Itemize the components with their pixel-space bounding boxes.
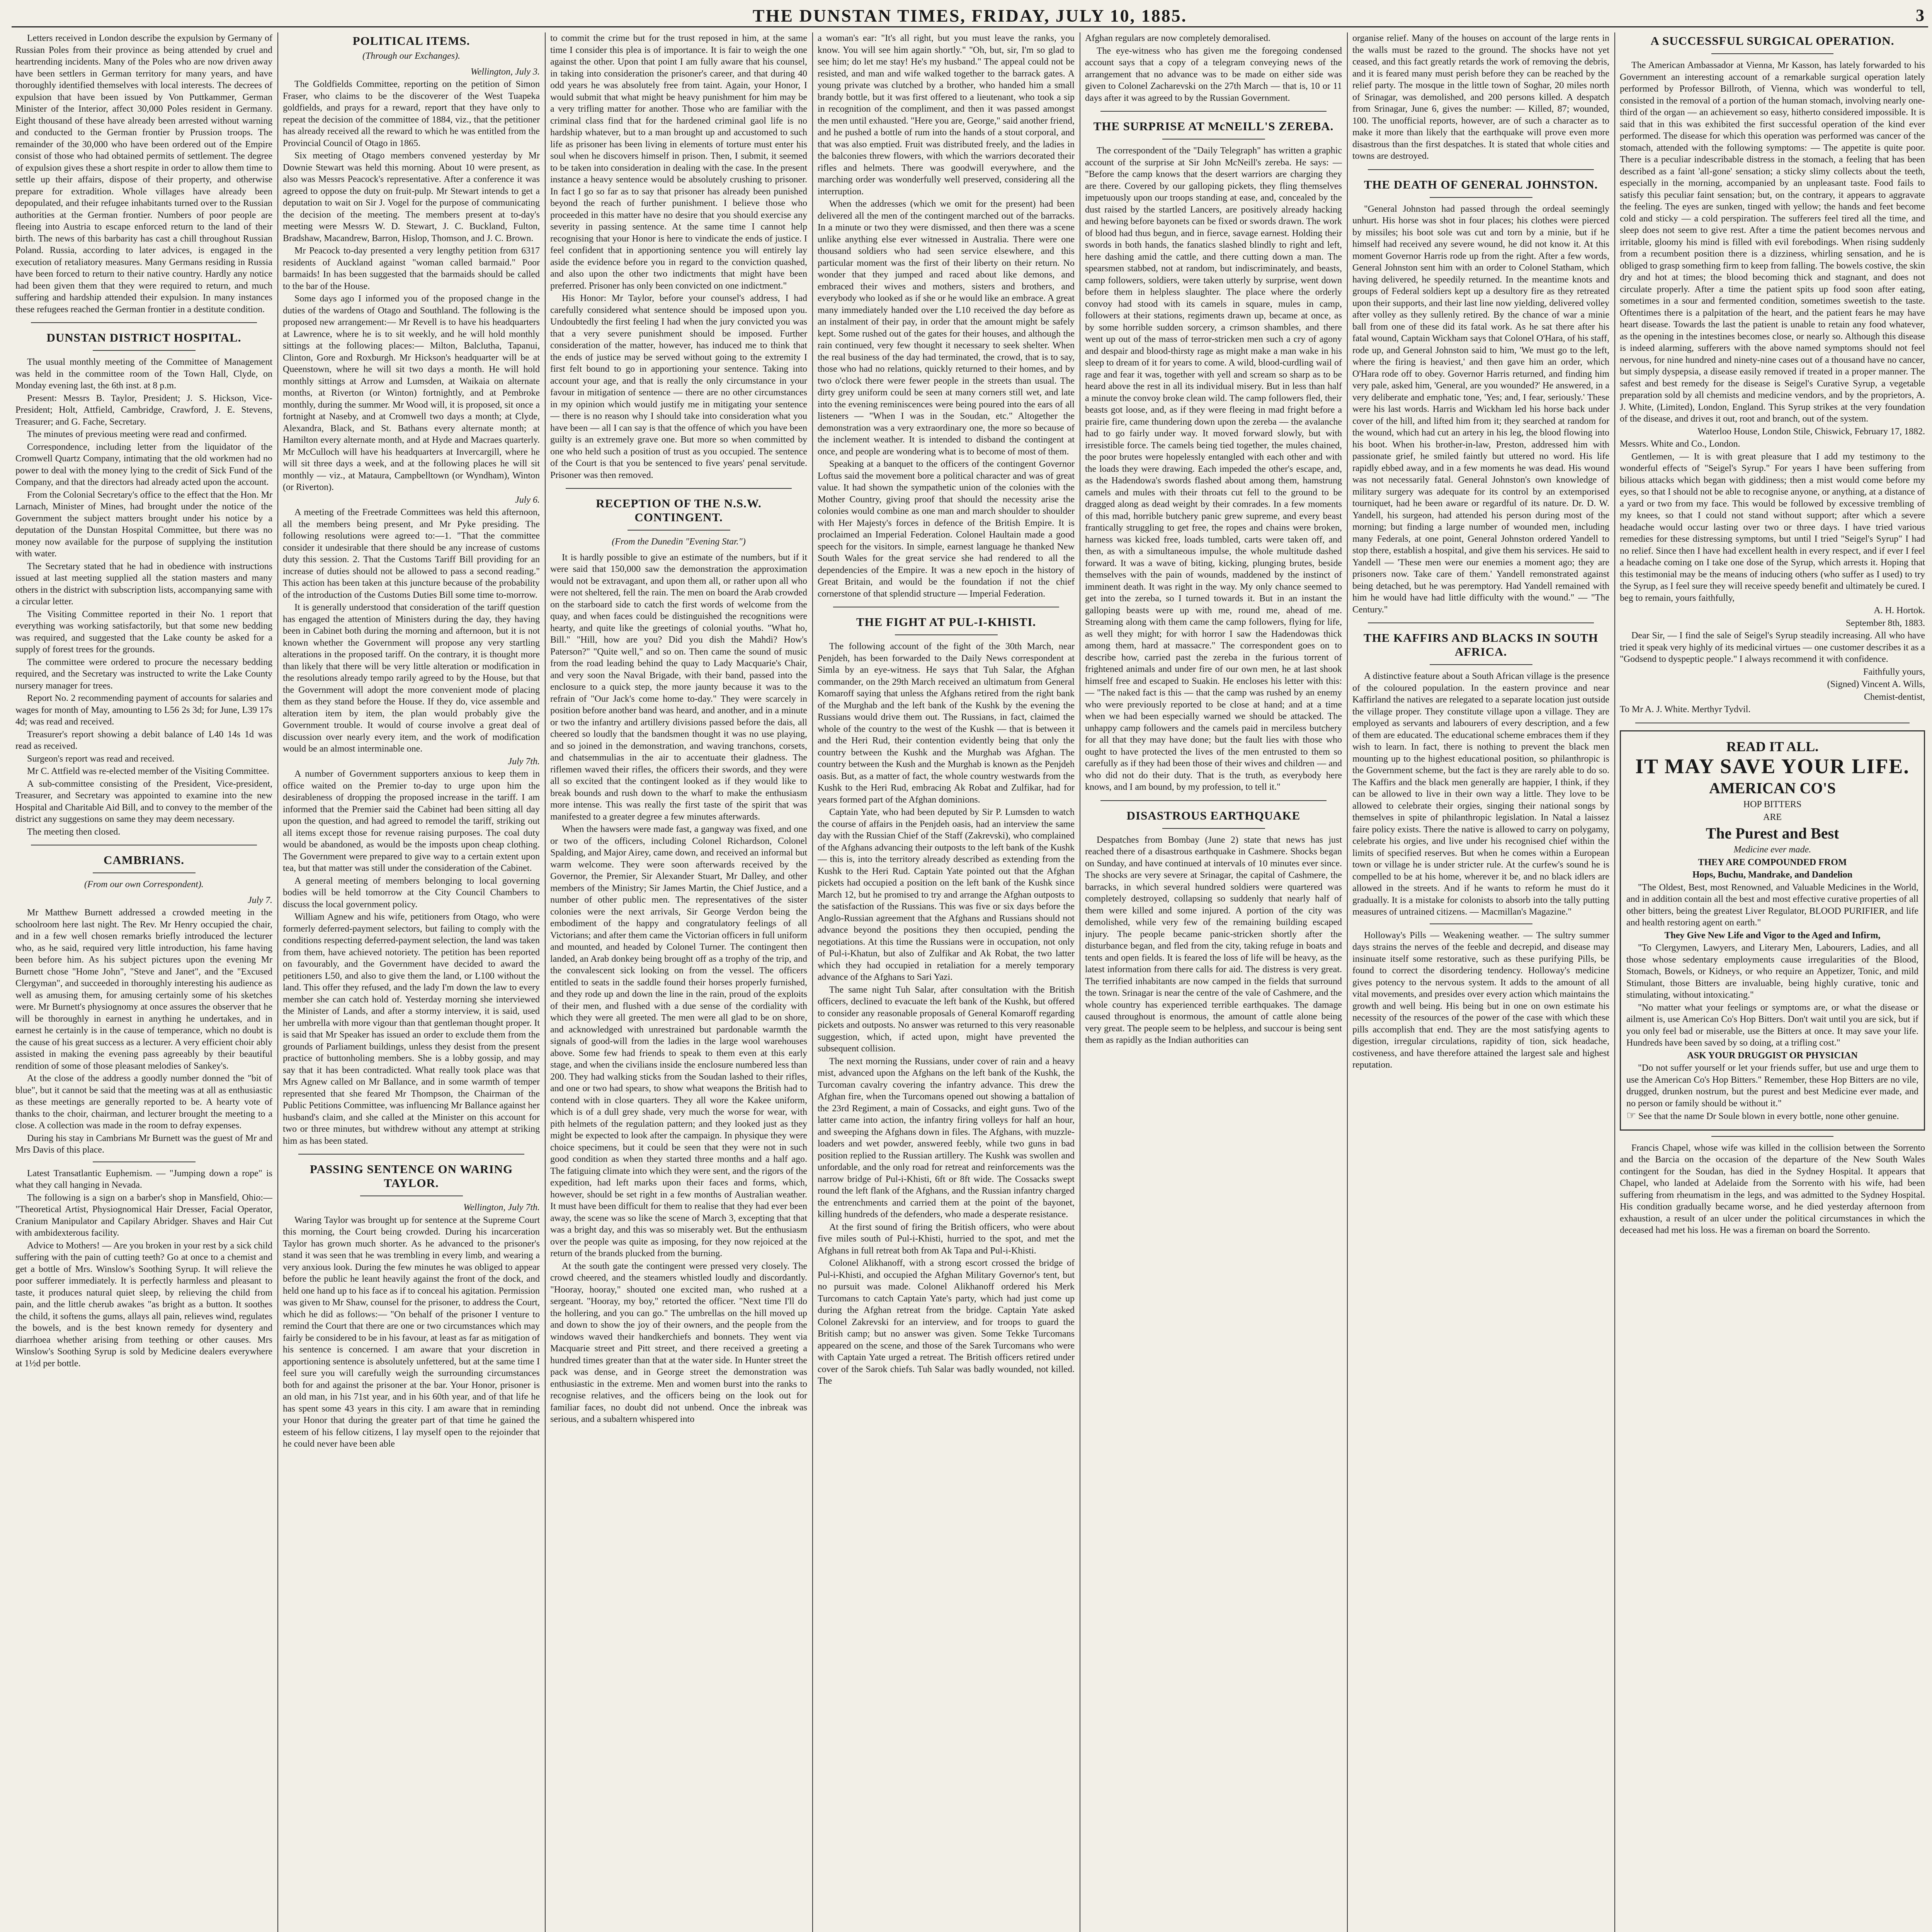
byline: (Through our Exchanges). — [362, 51, 461, 61]
byline: (From the Dunedin "Evening Star.") — [612, 537, 746, 547]
divider — [1368, 622, 1594, 623]
article-text: Report No. 2 recommending payment of accounts for salaries and wages for month of May, amounting to L56 2s 3d; for June, L39 17s 4d; was read and received. — [15, 693, 272, 727]
article-text: Mr C. Attfield was re-elected member of the Visiting Committee. — [27, 766, 269, 776]
masthead-title: THE DUNSTAN TIMES, FRIDAY, JULY 10, 1885. — [752, 6, 1187, 26]
column-3 — [550, 32, 807, 1932]
article-text: It is hardly possible to give an estimate of the numbers, but if it were said that 150,000 saw the demonstration the approximation would not be extravagant, and upon them all, or rather upon all who were not sheltered, fell the rain. The men on board the Arab crowded on the starboard side to catch the first words of welcome from the quay, and when faces could be distinguished the recognitions were hearty, and quite like the greetings of colonial youths. "What ho, Bill." "Hill, how are you? Did you dish the Mahdi? How's Paterson?" "Quite well," and so on. Then came the sound of music from the road leading behind the quay to Lady Macquarie's Chair, and very soon the Naval Brigade, with their band, passed into the enclosure to a quick step, the more jaunty because it was to the refrain of "Our Jack's come home to-day." They were scarcely in position before another band was heard, and another, and in a minute or two the infantry and artillery divisions passed before the dais, all cheered so loudly that the bandsmen thought it was no use playing, and so joined in the demonstration, and waving tranchons, corsets, and chatsemmulias in the air to accentuate their gladness. The riflemen waved their rifles, the officers their swords, and they were all so excited that the contingent looked as if they would like to break bounds and rush down to the wharf to make the enthusiasm more intense. This was really the first taste of the spirit that was manifested to a greater degree a few minutes afterwards. — [550, 552, 807, 822]
ad-text: "Do not suffer yourself or let your friends suffer, but use and urge them to use the American Co's Hop Bitters." Remember, these Hop Bitters are no vile, drugged, drunken nostrum, but the purest and best Medicine ever made, and no person or family should be without it." — [1626, 1063, 1918, 1109]
letter-text: Dear Sir, — I find the sale of Seigel's Syrup steadily increasing. All who have tried it speak very highly of its medicinal virtues — one customer describes it as a "Godsend to dyspeptic people." I always recommend it with confidence. — [1620, 631, 1925, 664]
article-text: Treasurer's report showing a debit balance of L40 14s 1d was read as received. — [15, 729, 272, 751]
ad-ask-druggist: ASK YOUR DRUGGIST OR PHYSICIAN — [1687, 1050, 1858, 1061]
article-text: The eye-witness who has given me the foregoing condensed account says that a copy of a telegram conveying news of the arrangement that no advance was to be made on either side was given to Colonel Zacharevski on the 27th March — that is, 10 or 11 days after it was agreed to by the Russian Government. — [1085, 46, 1342, 103]
pointing-hand-icon: ☞ — [1626, 1110, 1636, 1122]
ad-seal-text: See that the name Dr Soule blown in every bottle, none other genuine. — [1638, 1111, 1899, 1121]
divider — [93, 872, 196, 873]
article-text: The meeting then closed. — [27, 827, 121, 837]
headline: THE KAFFIRS AND BLACKS IN SOUTH AFRICA. — [1363, 631, 1599, 658]
article-text: Correspondence, including letter from the liquidator of the Cromwell Quartz Company, intimating that the old workmen had no power to deal with the money lying to the credit of Sick Fund of the Company, and that the directors had already acted upon the account. — [15, 442, 272, 487]
divider — [1100, 800, 1327, 801]
article-text: A general meeting of members belonging to local governing bodies will be held tomorrow at the City Council Chambers to discuss the local government policy. — [283, 876, 540, 910]
article-text: Mr Matthew Burnett addressed a crowded meeting in the schoolroom here last night. The Rev. Mr Henry occupied the chair, and in a few well chosen remarks briefly introduced the lecturer who, as he said, required very little introduction, his fame having been before him. As his subject pictures upon the evening Mr Burnett chose "Home John", "Steve and Janet", and the "Excused Clergyman", and succeeded in thoroughly interesting his audience as well as amusing them, for amusing certainly some of his sketches were. Mr Burnett's physiognomy at once assures the observer that he will be thoroughly in earnest in anything he undertakes, and in earnest he certainly is in the cause of temperance, which no doubt is the cause of his great success as a lecturer. A very efficient choir ably assisted in making the evening pass agreeably by their beautiful rendition of some of those pleasant melodies of Sankey's. — [15, 908, 272, 1071]
dateline: July 6. — [515, 495, 540, 505]
article-text: Captain Yate, who had been deputed by Sir P. Lumsden to watch the course of affairs in the Penjdeh oasis, had an interview the same day with the Russian Chief of the Staff (Zakrevski), who complained of the Afghans advancing their outposts to the left bank of the Kushk — this is, into the territory already described as extending from the Kushk to the Heri Rud. Captain Yate pointed out that the Afghan pickets had occupied a position on the left bank of the Kushk since March 12, but he promised to try and arrange the Afghan outposts to the satisfaction of the Russians. This was five or six days before the Anglo-Russian agreement that the Afghans and Russians should not advance beyond the positions they then occupied, pending the negotiations. At this time the Russians were in occupation, not only of Pul-i-Khatun, but also of Zulfikar and Ak Robat, the two latter which they had occupied in retaliation for a merely temporary advance of the Afghans to Sari Yazi. — [818, 807, 1075, 982]
ad-text: "The Oldest, Best, most Renowned, and Valuable Medicines in the World, and in addition contain all the best and most effective curative properties of all other bitters, being the greatest Liver Regulator, BLOOD PURIFIER, and life and health restoring agent on earth." — [1626, 882, 1918, 928]
divider — [1162, 828, 1265, 829]
column-5 — [1085, 32, 1342, 1932]
ad-text: "To Clergymen, Lawyers, and Literary Men, Labourers, Ladies, and all those whose sedentary employments cause irregularities of the Blood, Stomach, Bowels, or Kidneys, or who require an Appetizer, Tonic, and mild Stimulant, those Bitters are invaluable, being highly curative, tonic and stimulating, without intoxicating." — [1626, 943, 1918, 1000]
ad-product: HOP BITTERS — [1743, 799, 1802, 810]
column-rule — [277, 32, 278, 1932]
masthead — [12, 3, 1928, 27]
article-text: The Secretary stated that he had in obedience with instructions issued at last meeting supplied all the station masters and many others in the district with subscription lists, accompanying same with a circular letter. — [15, 561, 272, 607]
article-text: The correspondent of the "Daily Telegraph" has written a graphic account of the surprise at Sir John McNeill's zereba. He says: — "Before the camp knows that the desert warriors are charging they are there. Covered by our galloping pickets, they fling themselves impetuously upon our troops standing at ease, and, concealed by the dust raised by the startled Lancers, are positively already hacking and hewing before bayonets can be fixed or swords drawn. The work of blood had thus begun, and in fierce, savage earnest. Holding their swords in both hands, the fanatics slashed blindly to right and left, here dashing amid the cattle, and there cutting down a man. The spearsmen stabbed, not at random, but indiscriminately, and beasts, camp followers, soldiers, were taken utterly by surprise, went down before them in helpless slaughter. The place where the orderly convoy had stood with its camels in square, mules in camp, followers at their stations, regiments drawn up, became at once, as by some horrible sudden sorcery, a crimson shambles, and there went up out of the mass of terror-stricken men such a cry of agony and despair and blood-thirsty rage as might make a man wake in his sleep to dream of it for years to come. A wild, blood-curdling wail of rage and fear it was, together with yell and scream so sharp as to be heard above the rest in all its individual misery. But in less than half a minute the convoy broke clean wild. The camp followers fled, their beasts got loose, and, as if they were fleeing in mad fright before a prairie fire, came thundering down upon the zereba — the avalanche had to go fairly under way. It moved forward slowly, but with irresistible force. The camels being tied together, the mules chained, the poor brutes were hopelessly entangled with each other and with the loads they were drawing. Each impeded the other's escape, and, as the Hadendowa's swords flashed about among them, hamstrung camels and mules with their throats cut fell to the ground to be dragged along as dead weight by their comrades. In a few moments of this mad, horrible butchery panic grew supreme, and every beast frantically struggling to get free, the ropes and chains were broken, harness was kicked free, loads tumbled, carts were taken off, and then, as with a simultaneous impulse, the whole multitude dashed forward. It was a wave of biting, kicking, plunging brutes, beside themselves with the pain of wounds, maddened by the instinct of imminent death. It was right in the way. My only chance seemed to get into the zereba, so I turned towards it. But in an instant the galloping beasts were up with me, round me, ahead of me. Streaming along with them came the camp followers, flying for life, as well they might; for with horror I saw the Hadendowas thick among them, hard at massacre." The correspondent goes on to describe how, carried past the zereba in the furious torrent of frightened animals and under fire of our own men, he at last shook himself free and escaped to Suakin. He encloses his letter with this: — "The naked fact is this — that the camp was rushed by an enemy who were previously reported to be close at hand; and at a time when we had been especially warned we should be attacked. The unhappy camp followers and the camels paid in merciless butchery for all that they may have done; but the fault lies with those who ought to have protected the lives of the men entrusted to them so carefully as if they had been those of their wives and children — and who did not do their duty. That is the truth, as everybody here knows, and I am bound, by my profession, to tell it." — [1085, 146, 1342, 792]
ad-made: Medicine ever made. — [1733, 845, 1811, 855]
column-6 — [1352, 32, 1609, 1932]
headline: DISASTROUS EARTHQUAKE — [1126, 808, 1301, 822]
page-number: 3 — [1916, 6, 1924, 25]
article-text: Some days ago I informed you of the proposed change in the duties of the wardens of Otago and Southland. The following is the proposed new arrangement:— Mr Revell is to have his headquarters at Lawrence, where he is to sit weekly, and he will hold monthly sittings at the following places:— Milton, Balclutha, Tapanui, Clinton, Gore and Roxburgh. Mr Hickson's headquarter will be at Queenstown, where he will sit two days a month. He will hold monthly sittings at Arrow and Lumsden, at Waikaia on alternate months, at Riverton (or Winton) fortnightly, and at Pembroke monthly, during the summer. Mr Wood will, it is proposed, sit once a fortnight at Naseby, and at Cromwell two days a month; at Clyde, Alexandra, Black, and St. Bathans every alternate month; at Hamilton every alternate month, and at Hyde and Macraes quarterly. Mr McCulloch will have his headquarters at Invercargill, where he will sit three days a week, and at the following places he will sit monthly — viz., at Mataura, Campbelltown (or Wyndham), Winton (or Riverton). — [283, 294, 540, 492]
headline: THE FIGHT AT PUL-I-KHISTI. — [856, 615, 1036, 629]
headline: CAMBRIANS. — [104, 853, 184, 867]
article-text: Speaking at a banquet to the officers of the contingent Governor Loftus said the movement bore a political character and was of great value. It had shown the sympathetic union of the colonies with the Mother Country, giving proof that should the necessity arise the colonies would combine as one man and march shoulder to shoulder with Her Majesty's forces in defence of the British Empire. It is proclaimed an Imperial Federation. Colonel Haultain made a good speech for the visitors. In simple, earnest language he thanked New South Wales for the great service she had rendered to all the dependencies of the Empire. It was a new epoch in the history of Great Britain, and would be the foundation if not the chief cornerstone of that splendid structure — Imperial Federation. — [818, 459, 1075, 599]
advertisement-text: The American Ambassador at Vienna, Mr Kasson, has lately forwarded to his Government an interesting account of a remarkable surgical operation lately performed by Professor Billroth, of Vienna, which was wonderful to tell, consisted in the removal of a portion of the human stomach, involving nearly one-third of the organ — an achievement so easy, hitherto considered impossible. It is said that in this was exhibited the first successful operation of the kind ever performed. The disease for which this operation was performed was cancer of the stomach, attended with the following symptoms: — The appetite is quite poor. There is a peculiar indescribable distress in the stomach, a feeling that has been described as a faint 'all-gone' sensation; a sticky slimy collects about the teeth, especially in the morning, accompanied by an unpleasant taste. Food fails to satisfy this peculiar faint sensation; but, on the contrary, it appears to aggravate the feeling. The eyes are sunken, tinged with yellow; the hands and feet become cold and sticky — a cold perspiration. The sufferers feel tired all the time, and sleep does not seem to give rest. After a time the patient becomes nervous and irritable, gloomy his mind is filled with evil forebodings. When rising suddenly from a recumbent position there is a dizziness, whirling sensation, and he is obliged to grasp something firm to keep from falling. The bowels costive, the skin dry and hot at times; the blood becoming thick and stagnant, and does not circulate properly. After a time the patient spits up food soon after eating, sometimes in a sour and fermented condition, sometimes sweetish to the taste. Oftentimes there is a palpitation of the heart, and the patient fears he may have heart disease. Towards the last the patient is unable to retain any food whatever, as the opening in the intestines becomes close, or nearly so. Although this disease is indeed alarming, sufferers with the above named symptoms should not feel nervous, for nine hundred and ninety-nine cases out of a thousand have no cancer, but simply dyspepsia, a disease easily removed if treated in a proper manner. The safest and best remedy for the disease is Seigel's Curative Syrup, a vegetable preparation sold by all chemists and medicine vendors, and by the proprietors, A. J. White, (Limited), London, England. This Syrup strikes at the very foundation of the disease, and drives it out, root and branch, out of the system. — [1620, 60, 1925, 424]
column-rule — [545, 32, 546, 1932]
dateline: Wellington, July 7th. — [463, 1202, 540, 1213]
ad-read-it-all: READ IT ALL. — [1726, 738, 1819, 754]
column-rule — [1347, 32, 1348, 1932]
article-text: Afghan regulars are now completely demoralised. — [1085, 33, 1270, 43]
divider — [1430, 923, 1532, 924]
article-text: The usual monthly meeting of the Committee of Management was held in the committee room of the Town Hall, Clyde, on Monday evening last, the 6th inst. at 8 p.m. — [15, 357, 272, 391]
divider — [93, 350, 196, 351]
byline: (From our own Correspondent). — [84, 879, 204, 889]
headline: POLITICAL ITEMS. — [352, 34, 470, 48]
column-4 — [818, 32, 1075, 1932]
article-text: organise relief. Many of the houses on account of the large rents in the walls must be razed to the ground. The shocks have not yet ceased, and this fact greatly retards the work of removing the debris, and it is feared many must perish before they can be reached by the relief party. The mosque in the little town of Soghar, 20 miles north of Srinagar, was demolished, and 200 persons killed. A despatch from Srinagar, June 6, gives the number: — Killed, 87; wounded, 100. The unofficial reports, however, are of such a character as to make it more than likely that the earthquake will prove even more disastrous than the first despatches. It is stated that whole cities and towns are destroyed. — [1352, 33, 1609, 161]
article-text: His Honor: Mr Taylor, before your counsel's address, I had carefully considered what sentence should be imposed upon you. Undoubtedly the first feeling I had when the jury convicted you was that a very severe punishment should be imposed. Further consideration of the matter, however, has induced me to think that the ends of justice may be served without going to the extremity I first felt bound to go in apportioning your sentence. Taking into account your age, and that is really the only circumstance in your favour in mitigation of sentence — there are no other circumstances in my opinion which would justify me in mitigating your sentence — there is no reason why I should take into consideration what you have been — all I can say is that the offence of which you have been guilty is an extremely grave one. But more so when committed by one who held such a position of trust as you occupied. The sentence of the Court is that you be sentenced to five years' penal servitude. Prisoner was then removed. — [550, 293, 807, 480]
article-text: The same night Tuh Salar, after consultation with the British officers, declined to evacuate the left bank of the Kushk, but offered to consider any reasonable proposals of General Komaroff regarding pickets and outposts. No answer was returned to this very reasonable suggestion, which, if acted upon, might have prevented the subsequent collision. — [818, 985, 1075, 1054]
article-text: Letters received in London describe the expulsion by Germany of Russian Poles from their province as being attended by cruel and heartrending incidents. Many of the Poles who are now driven away have been settlers in German territory for many years, and have thoroughly identified themselves with local interests. The decrees of expulsion that have been issued by Von Puttkammer, German Minister of the Interior, affect 30,000 Poles resident in Germany. Eight thousand of these have already been arrested without warning and conducted to the German frontier by Prussion troops. The remainder of the 30,000 who have been ordered out of the Empire consist of those who had obtained permits of settlement. The degree of expulsion gives these a short respite in order to allow them time to settle up their affairs, dispose of their property, and otherwise prepare for extradition. Whole villages have already been depopulated, and their refugee inhabitants turned over to the Russian authorities at the German frontier. Numbers of poor people are fleeing into Austria to escape enforced return to the land of their birth. The news of this barbarity has cast a chill throughout Russian Poland. Russia, according to later advices, is engaged in the execution of retaliatory measures. Many Germans residing in Russia have been forced to return to their native country. Hardly any notice had been given them that they were required to return, and much suffering and hardship attended their expulsion. In many instances these refugees reached the German frontier in a destitute condition. — [15, 33, 272, 315]
headline: DUNSTAN DISTRICT HOSPITAL. — [46, 331, 242, 344]
divider — [31, 322, 257, 323]
article-text: A number of Government supporters anxious to keep them in office waited on the Premier to-day to urge upon him the desirableness of dropping the proposed increase in the tariff. I am informed that the Premier said the Cabinet had been sitting all day upon the question, and had agreed to remodel the tariff, striking out all items except those for revenue raising purposes. The coal duty would be abandoned, as would be the imposts upon cheap clothing. The Government were prepared to give way to a certain extent upon tea, but that matter was still under the consideration of the Cabinet. — [283, 769, 540, 873]
article-text: A distinctive feature about a South African village is the presence of the coloured population. In the eastern province and near Kaffirland the natives are relegated to a separate location just outside the village proper. They constitute village upon a village. They are employed as servants and labourers of every description, and a few of them are educated. The educational scheme embraces them if they wish to learn. In fact, there is nothing to prevent the black men mounting up to the highest educational position, so philanthropic is the Government scheme, but the fact is they are rarely able to do so. The Kaffirs and the black men generally are happier, I think, if they can be allowed to live in their own way a little. They love to be allowed to celebrate their orgies, singing their national songs by themselves in spite of philanthropic legislation. In Natal a laissez faire policy exists. There the native is allowed to carry on polygamy, celebrate his orgies, and live under his recognised chief within the limits of specified reserves. But when he comes within a European town or village he is under stricter rule. At the curfew's sound he is compelled to be at his home, wherever it be, and no black idlers are allowed in the streets. And if he wants to reform he must do it gradually. It is a mistake for colonists to absorb into the tally putting measures of untrained citizens. — Macmillan's Magazine." — [1352, 671, 1609, 917]
divider — [895, 634, 998, 635]
ad-compounded: THEY ARE COMPOUNDED FROM — [1698, 857, 1847, 867]
letter-signature: A. H. Hortok. — [1874, 605, 1925, 616]
column-rule — [812, 32, 813, 1932]
divider — [1100, 111, 1327, 112]
letter-address: Waterloo House, London Stile, Chiswick, February 17, 1882. — [1697, 426, 1925, 437]
hop-bitters-advertisement — [1620, 730, 1925, 1131]
column-2 — [283, 32, 540, 1932]
headline: A SUCCESSFUL SURGICAL OPERATION. — [1650, 34, 1895, 48]
article-text: When the hawsers were made fast, a gangway was fixed, and one or two of the officers, including Colonel Richardson, Colonel Spalding, and Major Airey, came down, and received an informal but warm welcome. They were soon afterwards received by the Governor, the Premier, Sir Alexander Stuart, Mr Dalley, and other members of the Ministry; Sir James Martin, the Chief Justice, and a number of other public men. The representatives of the sister colonies were the next arrivals, Sir George Verdon being the embodiment of the happy and congratulatory feelings of all Victorians; and after them came the Victorian officers in full uniform and mounted, and headed by Colonel Turner. The contingent then landed, an Arab donkey being brought off as a trophy of the trip, and the convalescent sick looking on from the vessel. The officers entitled to seats in the saddle found their horses properly furnished, and they rode up and down the line in the rain, proud of the exploits of their men, and flushed with a due sense of the cordiality with which they were all greeted. The men were all glad to be on shore, and acknowledged with unrestrained but pardonable warmth the signals of good-will from the ladies in the large wool warehouses above. Some few had friends to speak to them even at this early stage, and when the civilians inside the enclosure numbered less than 200. They had walking sticks from the Soudan lashed to their rifles, and one or two had spears, to show what weapons the British had to contend with in close quarters. They all wore the Kakee uniform, which is of a dull grey shade, very much the worse for wear, with pith helmets of the regulation pattern; and they looked just as they might be expected to look after the campaign. In physique they were choice specimens, but it could be seen that they were not in such good condition as when they started three months and a half ago. The fatiguing climate into which they were sent, and the rigors of the expedition, had left marks upon their faces and forms, which, however, should be set right in a few months of Australian weather. It must have been difficult for them to realise that they had ever been away, the scene was so like the scene of March 3, excepting that that was a bright day, and this was so miserably wet. But the enthusiasm over the people was quite as imposing, for they now rejoiced at the return of the brands plucked from the burning. — [550, 824, 807, 1259]
article-text: The committee were ordered to procure the necessary bedding required, and the Secretary was instructed to write the Lake County nursery manager for trees. — [15, 657, 272, 691]
divider — [1430, 197, 1532, 198]
article-text: The Goldfields Committee, reporting on the petition of Simon Fraser, who claims to be the discoverer of the West Tuapeka goldfields, and prays for a reward, report that they have only to repeat the decision of the committee of 1884, viz., that the petitioner has already received all the reward to which he was entitled from the Provincial Council of Otago in 1865. — [283, 79, 540, 148]
letter-recipient: Messrs. White and Co., London. — [1620, 439, 1740, 449]
divider — [1711, 1136, 1833, 1137]
headline: RECEPTION OF THE N.S.W. CONTINGENT. — [596, 497, 762, 524]
article-text: Six meeting of Otago members convened yesterday by Mr Downie Stewart was held this morning. About 10 were present, as also was Messrs Peacock's representative. After a conference it was agreed to oppose the duty on fruit-pulp. Mr Stewart intends to get a deputation to wait on Sir J. Vogel for the purpose of communicating the decision of the meeting. The members present at to-day's meeting were Messrs W. D. Stewart, J. C. Buckland, Fulton, Bradshaw, Macandrew, Barron, Hislop, Thomson, and J. C. Brown. — [283, 151, 540, 243]
article-text: The following account of the fight of the 30th March, near Penjdeh, has been forwarded to the Daily News correspondent at Simla by an eye-witness. He says that Tuh Salar, the Afghan commander, on the 29th March received an ultimatum from General Komaroff saying that unless the Afghans retired from the right bank of the Murghab and the left bank of the Kushk by the evening the Russians would drive them out. The Russians, in fact, claimed the whole of the country to the west of the Kushk — that is between it and the Heri Rud, their contention evidently being that only the country between the Kushk and the Murghab was Afghan. The country between the Kush and the Murghab is known as the Penjdeh oasis. But, as a matter of fact, the whole country westwards from the Kushk to the Heri Rud, embracing Ak Robat and Zulfikar, had for years formed part of the Afghan dominions. — [818, 641, 1075, 805]
article-text: to commit the crime but for the trust reposed in him, at the same time I consider this plea is of importance. It is fair to weigh the one against the other. Upon that point I am fully aware that his counsel, in taking into consideration the prisoner's career, and that during 40 odd years he was absolutely free from taint. Again, your Honor, I would submit that what might be heavy punishment for him may be a very trifling matter for another. Those who are familiar with the criminal class find that for the hardened criminal gaol life is no hardship whatever, but to a man brought up and accustomed to such life as prisoner has been living in elements of torture must enter his soul when he discovers himself in prison. Then, I submit, it seemed to be taken into consideration in dealing with the case. In the present instance a heavy sentence would be absolutely crushing to prisoner. In fact I go so far as to say that prisoner has already been punished beyond the reach of further punishment. I believe those who proceeded in this matter have no desire that you should exercise any severity in passing sentence. At the same time I cannot help recognising that your Honor is here to vindicate the ends of justice. I feel confident that in apportioning sentence you will entirely lay aside the evidence before you in regard to the conviction quashed, and also upon the other two indictments that might have been preferred. Prisoner has only been convicted on one indictment." — [550, 33, 807, 291]
article-text: From the Colonial Secretary's office to the effect that the Hon. Mr Larnach, Minister of Mines, had brought under the notice of the Government the subject matters brought under his notice by a deputation of the Dunstan Hospital Committee, but there was no money now available for the purpose of supplying the institution with water. — [15, 490, 272, 559]
divider — [1430, 664, 1532, 665]
letter-date: September 8th, 1883. — [1845, 618, 1925, 628]
article-text: The minutes of previous meeting were read and confirmed. — [27, 429, 247, 439]
ad-seal-note — [1626, 1110, 1918, 1122]
divider — [1711, 53, 1833, 54]
article-text: The next morning the Russians, under cover of rain and a heavy mist, advanced upon the Afghans on the left bank of the Kushk, the Turcoman cavalry covering the infantry advance. This drew the Afghan fire, when the Turcomans opened out showing a battalion of the 23rd Regiment, a main of Cossacks, and eight guns. Two of the latter came into action, the infantry firing volleys for half an hour, and sweeping the Afghans down in files. The Afghans, with muzzle-loaders and wet powder, answered feebly, while two guns in bad position replied to the Russian artillery. The Kushk was swollen and unfordable, and the only road for retreat and reinforcements was the narrow bridge of Pul-i-Khisti, 6ft or 8ft wide. The Cossacks swept round the left flank of the Afghans, and the Russian infantry charged the entrenchments and carried them at the point of the bayonet, killing hundreds of the defenders, who made a desperate resistance. — [818, 1056, 1075, 1219]
article-text: The following is a sign on a barber's shop in Mansfield, Ohio:— "Theoretical Artist, Physiognomical Hair Dresser, Facial Operator, Cranium Manipulator and Capilary Abridger. Shaves and Hair Cut with ambidexterous facility. — [15, 1192, 272, 1238]
column-1 — [15, 32, 272, 1932]
letter-closing: Faithfully yours, — [1863, 667, 1925, 677]
letter-signature: Chemist-dentist, — [1864, 692, 1925, 702]
column-7 — [1620, 32, 1925, 1932]
letter-signature: (Signed) Vincent A. Wills, — [1827, 679, 1925, 689]
divider — [566, 488, 792, 489]
letter-recipient: To Mr A. J. White. Merthyr Tydvil. — [1620, 704, 1751, 714]
headline: THE DEATH OF GENERAL JOHNSTON. — [1364, 177, 1598, 191]
article-text: "General Johnston had passed through the ordeal seemingly unhurt. His horse was shot in four places; his clothes were pierced by missiles; his boot sole was cut and torn by a minie, but if he himself had received any severe wound, he did not know it. At this moment Governor Harris rode up from the right. After a few words, General Johnston sent him with an order to Colonel Statham, which having delivered, he speedily returned. In the meantime knots and groups of Federal soldiers kept up a desultory fire as they retreated upon their supports, and their last line now yielding, delivered volley after volley as they sullenly retired. By the chance of war a minie ball from one of these did its fatal work. As he sat there after his fatal wound, Captain Wickham says that Colonel O'Hara, of his staff, rode up, and General Johnston said to him, 'We must go to the left, where the firing is heaviest,' and then gave him an order, which O'Hara rode off to obey. Governor Harris returned, and finding him very pale, asked him, 'General, are you wounded?' He answered, in a very deliberate and emphatic tone, 'Yes; and, I fear, seriously.' These were his last words. Harris and Wickham led his horse back under cover of the hill, and lifted him from it; they searched at random for the wound, which had cut an artery in his leg, the blood flowing into his boot. When his brother-in-law, Preston, addressed him with passionate grief, he smiled faintly but uttered no word. His life rapidly ebbed away, and in a few moments he was dead. His wound was not necessarily fatal. General Johnston's own knowledge of military surgery was adequate for its control by an extemporised tourniquet, had he been aware or regardful of its nature. Dr. D. W. Yandell, his surgeon, had attended his person during most of the morning; but finding a large number of wounded men, including many Federals, at one point, General Johnston ordered Yandell to stop there, establish a hospital, and give them his services. He said to Yandell — 'These men were our enemies a moment ago; they are prisoners now. Take care of them.' Yandell remonstrated against being detached, but he was peremptory. Had Yandell remained with him he would have had little difficulty with the wound." — "The Century." — [1352, 204, 1609, 615]
ad-purest: The Purest and Best — [1706, 825, 1839, 842]
ad-brand: AMERICAN CO'S — [1709, 779, 1836, 797]
divider — [1368, 169, 1594, 170]
column-rule — [1614, 32, 1615, 1932]
dateline: Wellington, July 3. — [470, 66, 540, 77]
article-text: At the close of the address a goodly number donned the "bit of blue", but it cannot be said that the meeting was at all as enthusiastic as these meetings are generally reported to be. A hearty vote of thanks to the choir, chairman, and lecturer brought the meeting to a close. A collection was made in the room to defray expenses. — [15, 1073, 272, 1131]
article-text: Waring Taylor was brought up for sentence at the Supreme Court this morning, the Court being crowded. During his incarceration Taylor has grown much shorter. As he advanced to the prisoner's stand it was seen that he was trembling in every limb, and wearing a very anxious look. During the few minutes he was obliged to appear before the public he leant heavily against the front of the dock, and held one hand up to his face as if to conceal his agitation. Permission was given to Mr Shaw, counsel for the prisoner, to address the Court, which he did as follows:— "On behalf of the prisoner I venture to remind the Court that there are one or two circumstances which may fairly be considered to be in his favour, at least as far as mitigation of his sentence is concerned. I am aware that your discretion in apportioning sentence is absolutely unfettered, but at the same time I feel sure you will carefully weigh the surrounding circumstances both for and against the prisoner at the bar. Your Honor, prisoner is an old man, in his 71st year, and in his 60th year, and of that life he has spent some 43 years in this city. I am aware that in reminding your Honor that during the greater part of that time he gained the esteem of his fellow citizens, I lay myself open to the rejoinder that he could never have been able — [283, 1215, 540, 1449]
article-text: Mr Peacock to-day presented a very lengthy petition from 6317 residents of Auckland against "woman called barmaid." Poor barmaids! In has been suggested that the barmaids should be called to the bar of the House. — [283, 246, 540, 291]
dateline: July 7. — [248, 895, 272, 905]
letter-text: Gentlemen, — It is with great pleasure that I add my testimony to the wonderful effects of "Seigel's Syrup." For years I have been suffering from bilious attacks which began with giddiness; then a mist would come before my eyes, so that I should not be able to recognise anyone, or anything, at a distance of a yard or two from my face. This would be followed by excessive trembling of my knees, so that I could not stand without support; after which a severe headache would occur lasting over two or three days. I have tried various remedies for these distressing symptoms, but until I tried "Seigel's Syrup" I had no relief. Since then I have had excellent health in every respect, and if ever I feel a headache coming on I take one dose of the Syrup, which arrests it. Hoping that this testimonial may be the means of inducing others (who suffer as I used) to try the Syrup, as I feel sure they will receive speedy benefit and ultimately be cured. I beg to remain, yours faithfully, — [1620, 451, 1925, 603]
article-text: A sub-committee consisting of the President, Vice-president, Treasurer, and Secretary was appointed to examine into the new Hospital and Charitable Aid Bill, and to convey to the member of the district any suggestions on same they may deem necessary. — [15, 779, 272, 824]
ad-tagline: They Give New Life and Vigor to the Aged and Infirm, — [1664, 930, 1881, 940]
article-text: A meeting of the Freetrade Committees was held this afternoon, all the members being present, and Mr Pyke presiding. The following resolutions were agreed to:—1. "That the committee consider it undesirable that there should be any increase of customs duty this session. 2. That the Customs Tariff Bill providing for an increase of duties should not be allowed to pass a second reading." This action has been taken at this juncture because of the probability of the introduction of the Customs Duties Bill some time to-morrow. — [283, 507, 540, 600]
article-text: Advice to Mothers! — Are you broken in your rest by a sick child suffering with the pain of cutting teeth? Go at once to a chemist and get a bottle of Mrs. Winslow's Soothing Syrup. It will relieve the poor sufferer immediately. It is perfectly harmless and pleasant to taste, it produces natural quiet sleep, by relieving the child from pain, and the little cherub awakes "as bright as a button. It soothes the child, it softens the gums, allays all pain, relieves wind, regulates the bowels, and is the best known remedy for dysentery and diarrhoea whether arising from teething or other causes. Mrs Winslow's Soothing Syrup is sold by Medicine dealers everywhere at 1½d per bottle. — [15, 1240, 272, 1369]
ad-text: "No matter what your feelings or symptoms are, or what the disease or ailment is, use American Co's Hop Bitters. Don't wait until you are sick, but if you only feel bad or miserable, use the Bitters at once. It may save your life. Hundreds have been saved by so doing, at a trifling cost." — [1626, 1002, 1918, 1048]
article-text: Despatches from Bombay (June 2) state that news has just reached there of a disastrous earthquake in Cashmere. Shocks began on Sunday, and have continued at intervals of 10 minutes ever since. The shocks are very severe at Srinagar, the capital of Cashmere, the barracks, in which several hundred soldiers were quartered was completely destroyed, collapsing so suddenly that nearly half of them were killed and some injured. A portion of the city was demolished, while very few of the remaining building escaped injury. The people became panic-stricken shortly after the disturbance began, and fled from the city, taking refuge in boats and tents and open fields. It is feared the loss of life will be heavy, as the latest information from there calls for aid. The distress is very great. The terrified inhabitants are now camped in the fields that surround the town. Srinagar is near the centre of the vale of Cashmere, and the whole country has experienced terrible earthquakes. The damage caused throughout is enormous, the amount of cattle alone being very great. The people seem to be helpless, and succour is being sent them as rapidly as the Indian authorities can — [1085, 835, 1342, 1045]
article-text: It is generally understood that consideration of the tariff question has engaged the attention of Ministers during the day, they having been in Cabinet both during the morning and afternoon, but it is not known whether the Government will propose any very startling alterations in the proposed tariff. On the contrary, it is thought more than likely that there will be very little alteration or modification in the resolutions already tempo rarily agreed to by the House, but that the Government will adopt the more convenient mode of placing them as they stand before the House. If they do, vice assemble and alteration item by item, the plan would probably give the Government trouble. It would of course involve a great deal of discussion over nearly every item, and the work of modification would be an almost interminable one. — [283, 602, 540, 754]
headline: PASSING SENTENCE ON WARING TAYLOR. — [310, 1162, 513, 1190]
article-text: Francis Chapel, whose wife was killed in the collision between the Sorrento and the Barcia on the occasion of the departure of the New South Wales contingent for the Soudan, has died in the Sydney Hospital. It appears that Chapel, who landed at Adelaide from the Sorrento with his wife, had been suffering from rheumatism in the legs, and was admitted to the Sydney Hospital. His condition gradually became worse, and he died yesterday afternoon from exhaustion, a result of an ulcer under the political circumstances in which the deceased had met his loss. He was a fireman on board the Sorrento. — [1620, 1143, 1925, 1235]
article-text: William Agnew and his wife, petitioners from Otago, who were formerly deferred-payment selectors, but failing to comply with the conditions respecting deferred-payment selection, the land was taken from them, have achieved notoriety. The petition has been reported on favourably, and the Government have decided to award the petitioners L50, and also to give them the land, or L100 without the land. This offer they refused, and the lady I'm down the law to every member she can catch hold of. Yesterday morning she interviewed the Minister of Lands, and after a stormy interview, it is said, used her umbrella with more vigour than that gentleman thought proper. It is said that Mr Speaker has issued an order to exclude them from the grounds of Parliament buildings, unless they desist from the present practice of buttonholing members. She is a lobby gossip, and may say that it has been contradicted. What really took place was that Mrs Agnew called on Mr Ballance, and in some warmth of temper represented that she feared Mr Thompson, the Chairman of the Public Petitions Committee, was influencing Mr Ballance against her husband's claim, and she called at the Minister on this account for two or three minutes, but withdrew without any attempt at striking him as has been stated. — [283, 912, 540, 1146]
article-text: Surgeon's report was read and received. — [27, 753, 175, 764]
ad-ingredients: Hops, Buchu, Mandrake, and Dandelion — [1692, 870, 1853, 880]
ad-are: ARE — [1763, 812, 1782, 822]
headline: THE SURPRISE AT McNEILL'S ZEREBA. — [1093, 119, 1334, 133]
advertisement-text: Holloway's Pills — Weakening weather. — The sultry summer days strains the nerves of the feeble and decrepid, and disease may insinuate itself some restorative, such as these purifying Pills, be found to correct the disordering tendency. Holloway's medicine gives potency to the nervous system. It adds to the amount of all vital movements, and presides over every action which maintains the growth and well being. His being but in one on own estimate his necessity of the resources of the power of the case with which these pills accomplish that end. They are the most satisfying agents to digestion, irregular circulations, rapidity of tion, sick headache, costiveness, and have therefore attained the largest sale and highest reputation. — [1352, 930, 1609, 1070]
article-text: Colonel Alikhanoff, with a strong escort crossed the bridge of Pul-i-Khisti, and occupied the Afghan Military Governor's tent, but no pursuit was made. Colonel Alikhanoff ordered his Merk Turcomans to catch Captain Yate's party, which had just come up during the Afghan retreat from the bridge. Captain Yate asked Colonel Zakrevski for an interview, and for troops to guard the British camp; but no answer was given. Some Tekke Turcomans appeared on the scene, and those of the Sarek Turcomans who were with Captain Yate urged a retreat. The British officers retired under cover of the Sarok chiefs. Tuh Salar was badly wounded, not killed. The — [818, 1258, 1075, 1386]
ad-headline: IT MAY SAVE YOUR LIFE. — [1635, 755, 1910, 778]
divider — [628, 530, 730, 531]
article-text: The Visiting Committee reported in their No. 1 report that everything was working satisfactorily, but that some new bedding was required, and suggested that the Lake county be asked for a supply of forest trees for the grounds. — [15, 609, 272, 655]
article-text: During his stay in Cambrians Mr Burnett was the guest of Mr and Mrs Davis of this place. — [15, 1133, 272, 1155]
dateline: July 7th. — [508, 756, 540, 767]
divider — [298, 1154, 524, 1155]
article-text: When the addresses (which we omit for the present) had been delivered all the men of the contingent marched out of the barracks. In a minute or two they were dismissed, and then there was a scene unlike anything else ever witnessed in Australia. There were one thousand soldiers who had seen service elsewhere, and this particular moment was the first of their liberty on their return. No wonder that they jumped and raced about like demons, and embraced their wives and mothers, sisters and brothers, and everybody who looked as if she or he would like an embrace. A great many immediately handed over the L10 received the day before as an instalment of their pay, in order that the amount might be safely kept. Some rushed out of the gates for their houses, and although the rain continued, very few thought it necessary to seek shelter. When the real business of the day had terminated, the crowd, that is to say, those who had no relations, quickly returned to their homes, and by two o'clock there were fewer people in the streets than usual. The dirty grey uniform could be seen at many corners still wet, and late into the evening reminiscences were being poured into the ears of all listeners — "When I was in the Soudan, etc." Altogether the demonstration was a very extraordinary one, the more so because of the inclement weather. It is intended to disband the contingent at once, and people are wondering what is to become of most of them. — [818, 199, 1075, 457]
article-text: a woman's ear: "It's all right, but you must leave the ranks, you know. You will see him again shortly." "Oh, but, sir, I'm so glad to see him; do let me stay! He's my husband." The appeal could not be resisted, and man and wife walked together to the barrack gates. A young private was clutched by a brother, who handed him a small brandy bottle, but it was first offered to a lieutenant, who took a sip in recognition of the compliment, and then it was passed amongst the men until exhausted. "Here you are, George," said another friend, and he pushed a bottle of rum into the hands of a stout corporal, and that was also emptied. Fruit was distributed freely, and the ladies in the balconies threw flowers, with which the warriors decorated their rifles and helmets. There was goodwill everywhere, and the marching order was wonderfully well preserved, considering all the interruption. — [818, 33, 1075, 197]
article-text: Latest Transatlantic Euphemism. — "Jumping down a rope" is what they call hanging in Nevada. — [15, 1168, 272, 1190]
article-text: At the first sound of firing the British officers, who were about five miles south of Pul-i-Khisti, hurried to the spot, and met the Afghans in full retreat both from Ak Tapa and Pul-i-Khisti. — [818, 1222, 1075, 1256]
article-text: Present: Messrs B. Taylor, President; J. S. Hickson, Vice-President; Holt, Attfield, Cambridge, Crawford, J. E. Stevens, Treasurer; and G. Fache, Secretary. — [15, 393, 272, 427]
article-text: At the south gate the contingent were pressed very closely. The crowd cheered, and the steamers whistled loudly and discordantly. "Hooray, hooray," shouted one excited man, who rushed at a sergeant. "Hooray, my boy," retorted the officer. "Next time I'll do the hollering, and you can go." The umbrellas on the hill moved up and down to show the joy of their owners, and the people from the windows waved their handkerchiefs and bonnets. They went via Macquarie street and Pitt street, and there received a greeting a hundred times greater than that at the water side. In Hunter street the pack was dense, and in George street the demonstration was enthusiastic in the extreme. Men and women burst into the ranks to recognise relatives, and the officers being on the look out for familiar faces, no doubt did not unbend. Once the inbreak was serious, and a subaltern whispered into — [550, 1261, 807, 1424]
